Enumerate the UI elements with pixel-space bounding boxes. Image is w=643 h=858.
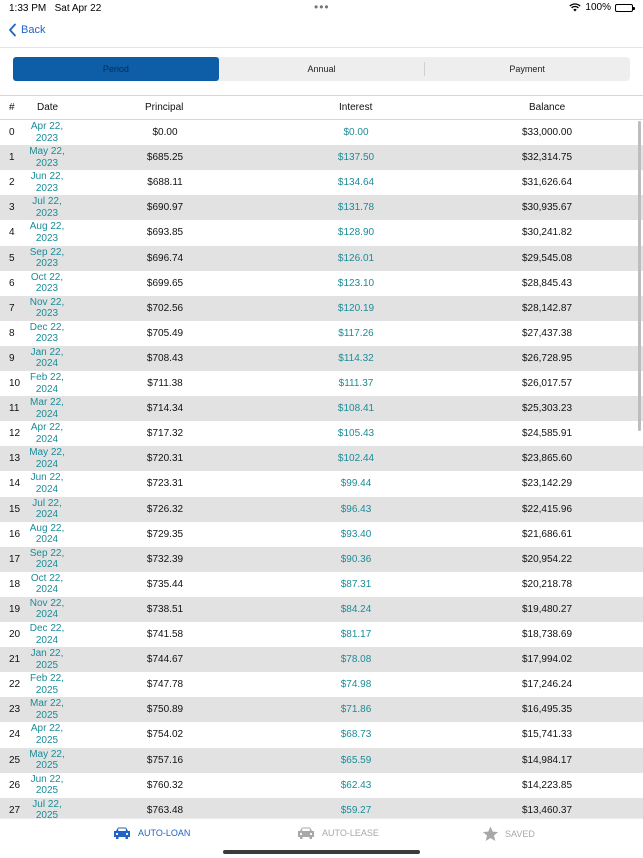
- row-index: 15: [9, 503, 21, 515]
- row-index: 3: [9, 202, 15, 214]
- row-date: [22, 648, 72, 671]
- row-date: [22, 322, 72, 345]
- row-date-year: 2025: [35, 709, 59, 721]
- row-balance: $23,142.29: [521, 478, 573, 490]
- row-date-month-day: Jan 22,: [30, 648, 64, 660]
- row-index: 11: [9, 403, 20, 415]
- row-index: 4: [9, 227, 15, 239]
- row-index: 24: [9, 729, 21, 741]
- row-principal: $747.78: [146, 679, 184, 691]
- status-indicators: [569, 2, 633, 13]
- row-interest: $137.50: [337, 152, 375, 164]
- row-date: [22, 774, 72, 797]
- row-interest: $114.32: [338, 352, 374, 364]
- tab-label: AUTO-LEASE: [322, 828, 379, 838]
- row-interest: $126.01: [337, 252, 375, 264]
- row-date-month-day: May 22,: [29, 748, 65, 760]
- row-interest: $59.27: [340, 804, 372, 816]
- row-date-month-day: Oct 22,: [30, 572, 64, 584]
- table-row: [0, 622, 643, 647]
- row-interest: $105.43: [337, 428, 375, 440]
- row-balance: $13,460.37: [521, 804, 573, 816]
- row-balance: $26,728.95: [521, 352, 573, 364]
- row-interest: $120.19: [337, 302, 375, 314]
- row-date-year: 2023: [35, 283, 59, 295]
- row-index: 19: [9, 603, 21, 615]
- row-date-month-day: Jan 22,: [30, 346, 64, 358]
- row-date-month-day: Feb 22,: [30, 673, 64, 685]
- row-principal: $729.35: [146, 528, 184, 540]
- row-interest: $65.59: [340, 754, 372, 766]
- row-interest: $134.64: [337, 177, 375, 189]
- row-index: 7: [9, 302, 15, 314]
- battery-icon: [615, 4, 633, 12]
- row-interest: $90.36: [340, 553, 372, 565]
- row-principal: $708.43: [146, 352, 184, 364]
- row-principal: $688.11: [147, 177, 183, 189]
- row-balance: $21,686.61: [521, 528, 573, 540]
- row-interest: $117.26: [338, 327, 374, 339]
- table-row: [0, 547, 643, 572]
- row-index: 9: [9, 352, 15, 364]
- row-date-month-day: Dec 22,: [29, 321, 65, 333]
- row-interest: $108.41: [337, 403, 375, 415]
- row-date: [22, 372, 72, 395]
- row-principal: $696.74: [146, 252, 184, 264]
- row-principal: $685.25: [146, 152, 184, 164]
- segment-annual[interactable]: Annual: [307, 64, 336, 74]
- row-date-month-day: Dec 22,: [29, 623, 65, 634]
- row-date-year: 2025: [35, 760, 59, 771]
- row-date-month-day: Apr 22,: [30, 723, 64, 735]
- row-principal: $0.00: [152, 127, 178, 138]
- header-index: #: [9, 102, 15, 113]
- row-principal: $757.16: [146, 754, 184, 766]
- row-date-year: 2024: [35, 559, 59, 571]
- row-index: 16: [9, 528, 21, 540]
- row-date-year: 2024: [35, 584, 59, 596]
- row-date-month-day: Nov 22,: [29, 597, 65, 609]
- row-date: [22, 247, 72, 270]
- row-date: [22, 498, 72, 521]
- table-row: [0, 572, 643, 597]
- row-index: 10: [9, 378, 21, 389]
- row-principal: $717.32: [146, 428, 184, 440]
- back-button[interactable]: [8, 23, 45, 37]
- row-date: [22, 598, 72, 621]
- row-balance: $25,303.23: [521, 403, 573, 415]
- tab-label: AUTO-LOAN: [138, 828, 191, 838]
- row-balance: $14,223.85: [521, 779, 573, 791]
- row-date-year: 2023: [35, 232, 59, 244]
- row-principal: $744.67: [146, 654, 184, 666]
- row-interest: $93.40: [340, 528, 372, 540]
- row-date: [22, 573, 72, 596]
- row-date-year: 2025: [35, 684, 59, 696]
- row-index: 17: [9, 553, 21, 565]
- row-date-year: 2023: [35, 333, 59, 345]
- row-principal: $760.32: [146, 779, 184, 791]
- row-interest: $74.98: [340, 679, 372, 691]
- segment-period[interactable]: Period: [13, 57, 219, 81]
- row-index: 0: [9, 127, 15, 138]
- row-principal: $720.31: [146, 453, 184, 465]
- status-time: [9, 3, 101, 14]
- row-principal: $763.48: [146, 804, 184, 816]
- row-interest: $96.43: [340, 503, 372, 515]
- row-date: [22, 221, 72, 244]
- home-indicator[interactable]: [223, 850, 420, 854]
- row-interest: $84.24: [340, 603, 372, 615]
- table-row: [0, 647, 643, 672]
- row-balance: $17,246.24: [521, 679, 573, 691]
- table-row: [0, 471, 643, 496]
- header-balance: Balance: [529, 102, 566, 113]
- table-row: [0, 120, 643, 145]
- table-row: [0, 522, 643, 547]
- car-icon: [112, 826, 132, 840]
- row-date-year: 2023: [35, 182, 59, 194]
- table-row: [0, 271, 643, 296]
- status-clock: 1:33 PM: [9, 3, 47, 14]
- row-principal: $702.56: [146, 302, 184, 314]
- row-index: 23: [9, 704, 21, 716]
- row-date-month-day: Mar 22,: [30, 397, 64, 409]
- row-principal: $754.02: [146, 729, 184, 741]
- row-date: [22, 422, 72, 445]
- row-index: 6: [9, 277, 15, 289]
- battery-percent: 100%: [585, 2, 611, 13]
- table-row: [0, 446, 643, 471]
- row-date: [22, 347, 72, 370]
- row-balance: $28,845.43: [521, 277, 573, 289]
- row-date-year: 2024: [35, 634, 59, 646]
- table-row: [0, 421, 643, 446]
- row-date: [22, 272, 72, 295]
- row-balance: $33,000.00: [521, 127, 573, 138]
- row-interest: $62.43: [340, 779, 372, 791]
- row-index: 21: [9, 654, 21, 666]
- row-principal: $741.58: [146, 629, 184, 640]
- row-date-year: 2023: [35, 132, 59, 144]
- row-index: 8: [9, 327, 15, 339]
- table-row: [0, 748, 643, 773]
- table-header: [0, 95, 643, 120]
- row-date-month-day: Sep 22,: [29, 246, 65, 258]
- table-row: [0, 371, 643, 396]
- tab-auto-loan[interactable]: [112, 826, 190, 840]
- segment-payment[interactable]: Payment: [424, 57, 630, 81]
- star-icon: [482, 826, 499, 842]
- row-principal: $732.39: [146, 553, 184, 565]
- row-date: [22, 723, 72, 746]
- row-date-year: 2023: [35, 258, 59, 269]
- row-date-month-day: Aug 22,: [29, 221, 65, 233]
- row-balance: $28,142.87: [521, 302, 573, 314]
- tab-label: SAVED: [505, 829, 535, 839]
- chevron-left-icon: [8, 23, 17, 37]
- row-date-year: 2024: [35, 408, 59, 420]
- row-date-month-day: Mar 22,: [30, 698, 64, 710]
- row-date-month-day: Jul 22,: [32, 196, 62, 208]
- row-date-year: 2024: [35, 383, 59, 395]
- navigation-bar: [0, 16, 643, 48]
- row-date: [22, 146, 72, 169]
- row-date: [22, 523, 72, 546]
- row-date: [22, 121, 72, 144]
- row-principal: $726.32: [146, 503, 184, 515]
- table-row: [0, 170, 643, 195]
- row-index: 13: [9, 453, 21, 465]
- row-principal: $690.97: [146, 202, 184, 214]
- row-index: 14: [9, 478, 21, 490]
- row-balance: $20,218.78: [521, 578, 573, 590]
- row-date-month-day: Nov 22,: [29, 296, 65, 308]
- row-date-month-day: Aug 22,: [29, 522, 65, 534]
- table-row: [0, 396, 643, 421]
- row-principal: $735.44: [146, 578, 184, 590]
- row-date-year: 2023: [35, 308, 59, 320]
- schedule-segmented-control: [13, 57, 630, 81]
- row-balance: $17,994.02: [521, 654, 573, 666]
- table-row: [0, 672, 643, 697]
- table-row: [0, 597, 643, 622]
- row-date-month-day: Oct 22,: [30, 271, 64, 283]
- row-index: 25: [9, 754, 21, 766]
- row-interest: $99.44: [340, 478, 372, 490]
- row-interest: $128.90: [337, 227, 375, 239]
- row-date-year: 2025: [35, 734, 59, 746]
- row-date-year: 2024: [35, 483, 59, 495]
- header-principal: Principal: [145, 102, 184, 113]
- row-date-month-day: Feb 22,: [30, 372, 64, 383]
- row-index: 18: [9, 578, 21, 590]
- row-index: 26: [9, 779, 21, 791]
- row-date-year: 2025: [35, 785, 59, 797]
- row-date: [22, 673, 72, 696]
- row-date-month-day: Jun 22,: [30, 472, 64, 484]
- row-index: 2: [9, 177, 15, 189]
- table-row: [0, 798, 643, 818]
- row-date-year: 2025: [35, 810, 59, 818]
- row-principal: $693.85: [146, 227, 184, 239]
- table-row: [0, 697, 643, 722]
- row-balance: $19,480.27: [521, 603, 573, 615]
- table-row: [0, 296, 643, 321]
- row-interest: $131.78: [337, 202, 375, 214]
- row-principal: $714.34: [146, 403, 184, 415]
- row-date: [22, 397, 72, 420]
- row-balance: $22,415.96: [521, 503, 573, 515]
- row-date-year: 2023: [35, 157, 59, 169]
- row-interest: $71.86: [340, 704, 372, 716]
- table-row: [0, 246, 643, 271]
- row-balance: $20,954.22: [521, 553, 573, 565]
- row-interest: $81.17: [340, 629, 372, 640]
- table-row: [0, 346, 643, 371]
- row-date: [22, 799, 72, 818]
- table-row: [0, 722, 643, 747]
- tab-saved[interactable]: [482, 826, 535, 842]
- row-interest: $0.00: [343, 127, 369, 138]
- row-date-month-day: Sep 22,: [29, 547, 65, 559]
- table-row: [0, 145, 643, 170]
- row-date-month-day: May 22,: [29, 146, 65, 158]
- back-label: Back: [21, 24, 46, 36]
- row-balance: $23,865.60: [521, 453, 573, 465]
- row-principal: $738.51: [146, 603, 184, 615]
- row-date: [22, 698, 72, 721]
- row-interest: $111.37: [338, 378, 374, 389]
- row-date-year: 2024: [35, 609, 59, 621]
- row-date: [22, 472, 72, 495]
- row-date-year: 2024: [35, 509, 59, 520]
- status-bar: [0, 0, 643, 16]
- row-date-month-day: Jun 22,: [30, 171, 64, 183]
- row-date: [22, 297, 72, 320]
- row-interest: $102.44: [337, 453, 375, 465]
- row-date-month-day: Jul 22,: [32, 497, 62, 509]
- row-date-month-day: Apr 22,: [30, 422, 64, 434]
- row-principal: $699.65: [146, 277, 184, 289]
- row-date: [22, 749, 72, 772]
- row-balance: $16,495.35: [521, 704, 573, 716]
- table-row: [0, 220, 643, 245]
- row-interest: $78.08: [340, 654, 372, 666]
- row-date-year: 2023: [35, 207, 59, 219]
- row-principal: $711.38: [147, 378, 183, 389]
- row-interest: $123.10: [337, 277, 375, 289]
- status-date: Sat Apr 22: [54, 3, 102, 14]
- amortization-table[interactable]: [0, 120, 643, 818]
- row-balance: $30,241.82: [521, 227, 573, 239]
- row-index: 22: [9, 679, 21, 691]
- row-principal: $750.89: [146, 704, 184, 716]
- table-row: [0, 321, 643, 346]
- row-principal: $705.49: [146, 327, 184, 339]
- row-balance: $29,545.08: [521, 252, 573, 264]
- row-date-year: 2024: [35, 433, 59, 445]
- row-balance: $31,626.64: [521, 177, 573, 189]
- table-row: [0, 195, 643, 220]
- row-balance: $24,585.91: [521, 428, 573, 440]
- row-index: 20: [9, 629, 21, 640]
- row-date-month-day: Apr 22,: [30, 121, 64, 132]
- row-balance: $18,738.69: [521, 629, 573, 640]
- row-date-year: 2024: [35, 458, 59, 470]
- row-interest: $87.31: [340, 578, 372, 590]
- row-date: [22, 171, 72, 194]
- row-balance: $32,314.75: [521, 152, 573, 164]
- row-date: [22, 623, 72, 646]
- table-row: [0, 773, 643, 798]
- row-date-year: 2024: [35, 534, 59, 546]
- scrollbar[interactable]: [638, 121, 641, 431]
- multitasking-dots[interactable]: •••: [314, 0, 330, 14]
- row-index: 1: [9, 152, 15, 164]
- row-principal: $723.31: [146, 478, 184, 490]
- row-balance: $26,017.57: [521, 378, 573, 389]
- tab-auto-lease[interactable]: [296, 826, 379, 840]
- row-index: 5: [9, 252, 15, 264]
- row-index: 27: [9, 804, 21, 816]
- row-balance: $15,741.33: [521, 729, 573, 741]
- row-date-year: 2025: [35, 659, 59, 671]
- row-date-month-day: Jun 22,: [30, 773, 64, 785]
- row-date: [22, 196, 72, 219]
- row-interest: $68.73: [340, 729, 372, 741]
- row-date-year: 2024: [35, 358, 59, 370]
- row-balance: $14,984.17: [521, 754, 573, 766]
- header-date: Date: [37, 102, 59, 113]
- row-balance: $30,935.67: [521, 202, 573, 214]
- row-balance: $27,437.38: [521, 327, 573, 339]
- row-date: [22, 447, 72, 470]
- wifi-icon: [569, 3, 581, 12]
- row-date-month-day: Jul 22,: [32, 798, 62, 810]
- row-date-month-day: May 22,: [29, 447, 65, 459]
- row-index: 12: [9, 428, 21, 440]
- row-date: [22, 548, 72, 571]
- table-row: [0, 497, 643, 522]
- car-icon: [296, 826, 316, 840]
- header-interest: Interest: [339, 102, 373, 113]
